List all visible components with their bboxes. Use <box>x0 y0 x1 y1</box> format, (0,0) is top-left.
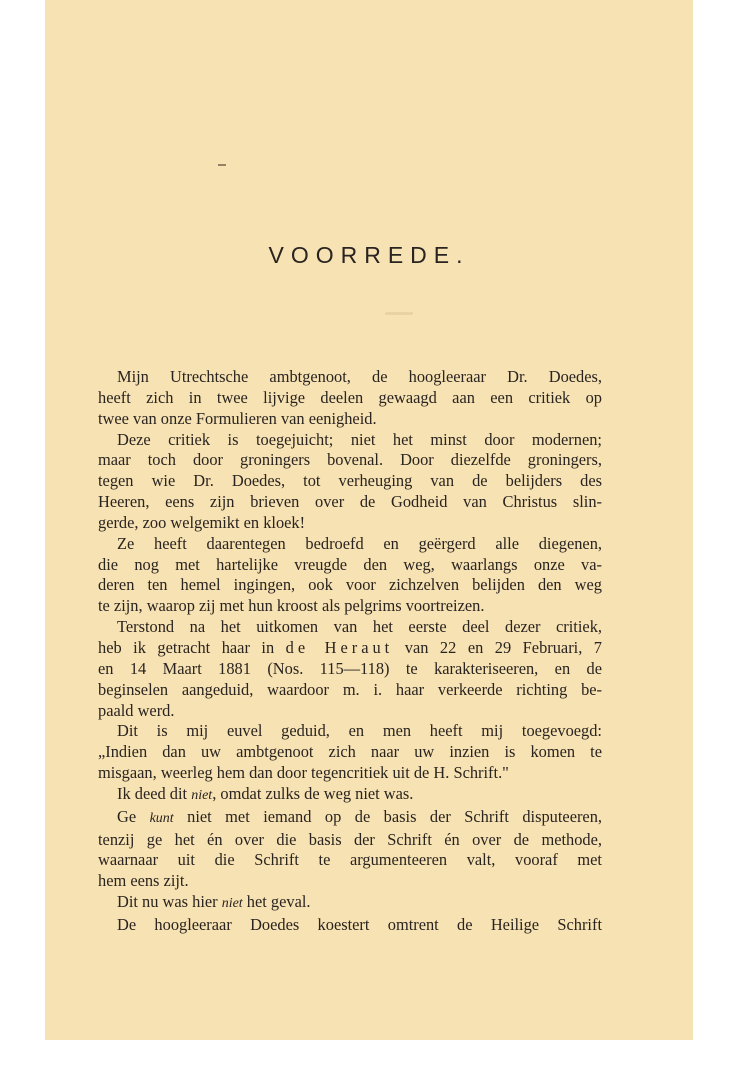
text-line: Dit is mij euvel geduid, en men heeft mij toegevoegd: <box>117 721 602 741</box>
text-line: Heeren, eens zijn brieven over de Godheid van Christus slin- <box>98 492 602 512</box>
text-line: tenzij ge het én over die basis der Schrift én over de methode, <box>98 829 602 849</box>
text-line: Ze heeft daarentegen bedroefd en geërgerd alle diegenen, <box>117 533 602 553</box>
text-line: hem eens zijt. <box>98 871 189 891</box>
line-text: Dit nu was hier <box>117 892 222 912</box>
text-line: Deze critiek is toegejuicht; niet het minst door modernen; <box>117 429 602 449</box>
paragraph-3 <box>98 534 602 617</box>
text-line: paald werd. <box>98 700 175 720</box>
text-line: misgaan, weerleg hem dan door tegencritiek uit de H. Schrift." <box>98 763 509 783</box>
line-text: van 22 en 29 Februari, 7 <box>393 637 603 657</box>
preface-body <box>98 367 602 936</box>
page-title: VOORREDE. <box>268 242 470 268</box>
text-line <box>98 638 602 659</box>
line-text: het geval. <box>242 892 311 912</box>
line-text: Ge <box>117 806 150 826</box>
line-text: , omdat zulks de weg niet was. <box>212 783 414 803</box>
text-line: maar toch door groningers bovenal. Door diezelfde groningers, <box>98 450 602 470</box>
text-line: deren ten hemel ingingen, ook voor zichzelven belijden den weg <box>98 575 602 595</box>
text-line <box>98 807 602 830</box>
paragraph-6 <box>98 784 602 807</box>
text-line: tegen wie Dr. Doedes, tot verheuging van de belijders des <box>98 471 602 491</box>
text-line: twee van onze Formulieren van eenigheid. <box>98 408 377 428</box>
line-text: niet met iemand op de basis der Schrift disputeeren, <box>173 806 603 826</box>
text-line: Terstond na het uitkomen van het eerste deel dezer critiek, <box>117 617 602 637</box>
text-line <box>98 892 602 915</box>
text-line: heeft zich in twee lijvige deelen gewaagd aan een critiek op <box>98 387 602 407</box>
text-line <box>98 784 602 807</box>
emphasis-text: niet <box>221 896 243 912</box>
paragraph-1 <box>98 367 602 430</box>
ink-speck <box>218 164 226 166</box>
text-line: „Indien dan uw ambtgenoot zich naar uw inzien is komen te <box>98 742 602 762</box>
line-text: heb ik getracht haar in <box>98 637 286 657</box>
paragraph-9 <box>98 915 602 936</box>
text-line: gerde, zoo welgemikt en kloek! <box>98 512 306 532</box>
paragraph-2 <box>98 430 602 534</box>
text-line: beginselen aangeduid, waardoor m. i. haar verkeerde richting be- <box>98 679 602 699</box>
line-text: Ik deed dit <box>117 783 192 803</box>
text-line: waarnaar uit die Schrift te argumenteeren valt, vooraf met <box>98 850 602 870</box>
text-line: en 14 Maart 1881 (Nos. 115—118) te karakteriseeren, en de <box>98 658 602 678</box>
text-line: De hoogleeraar Doedes koestert omtrent de Heilige Schrift <box>117 914 602 934</box>
emphasis-text: niet <box>191 787 213 803</box>
paragraph-4 <box>98 617 602 721</box>
ornament-divider <box>385 312 413 315</box>
emphasis-text: kunt <box>149 810 174 826</box>
text-line: te zijn, waarop zij met hun kroost als pelgrims voortreizen. <box>98 596 485 616</box>
paragraph-7 <box>98 807 602 892</box>
paragraph-5 <box>98 721 602 784</box>
text-line: Mijn Utrechtsche ambtgenoot, de hoogleeraar Dr. Doedes, <box>117 367 602 386</box>
paragraph-8 <box>98 892 602 915</box>
text-line: die nog met hartelijke vreugde den weg, waarlangs onze va- <box>98 554 602 574</box>
periodical-name: de Heraut <box>285 637 394 657</box>
